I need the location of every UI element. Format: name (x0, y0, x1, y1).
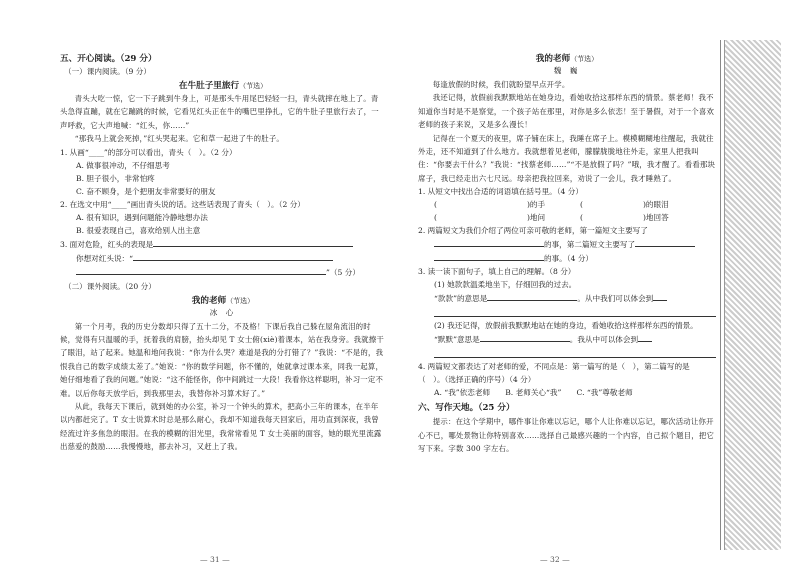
sentence-answer: “款款”的意思是 。从中我们可以体会到 (434, 291, 716, 305)
fill-row: ( )的手 ( )的眼泪 (434, 200, 669, 210)
passage-title: 我的老师（节选） (535, 54, 599, 64)
section-heading: 六、写作天地。（25 分） (418, 403, 515, 414)
part-heading: （一）课内阅读。（9 分） (64, 67, 151, 76)
question-3b: 你想对红头说：“ (76, 251, 386, 265)
passage-title: 在牛肚子里旅行（节选） (178, 81, 268, 91)
part-heading: （二）课外阅读。（20 分） (64, 281, 156, 291)
page-number: — 32 — (540, 555, 570, 564)
passage-paragraph: 从此，我每天下课后，就到她的办公室，补习一个钟头的算术，把高小三年的课本，在半年以内都赶完了。T 女士说算术时总是那么耐心，我却不知道我每天回家后，用功直到深夜，我曾经流过许多焦急的眼泪。在我的模糊的泪光里，我常常看见 T 女士美丽的面容，她的眼光里流露出慈爱的鼓励……我慢慢地，都去补习，又赶上了我。 (60, 402, 382, 452)
answer-line[interactable] (487, 291, 577, 301)
answer-line[interactable] (76, 265, 326, 275)
page-binding-line (720, 40, 721, 550)
answer-line[interactable] (653, 291, 667, 301)
passage-paragraph: “那我马上就会死掉，”红头哭起来。它和草一起进了牛的肚子。 (74, 134, 285, 144)
sentence: (1) 她款款温柔地坐下，仔细回我的过去。 (434, 280, 577, 290)
option: C. 奋不顾身，是个把朋友非常要好的朋友 (76, 186, 216, 196)
section-heading: 五、开心阅读。（29 分） (60, 54, 157, 64)
binding-strip (724, 40, 781, 550)
question-1: 1. 从短文中找出合适的词语填在括号里。（4 分） (418, 187, 583, 197)
writing-prompt: 提示：在这个学期中，哪件事让你难以忘记，哪个人让你难以忘记，哪次活动让你开心不已，哪处景物让你特别喜欢……选择自己最感兴趣的一个内容，自己拟个题目，把它写下来。字数 300 字左右。 (418, 417, 715, 454)
fill-row: ( )地问 ( )地回答 (434, 213, 669, 223)
answer-line[interactable] (434, 251, 544, 261)
question-2: 2. 两篇短文为我们介绍了两位可亲可敬的老师，第一篇短文主要写了 (418, 226, 648, 236)
answer-line[interactable] (434, 346, 716, 358)
sentence: (2) 我还记得，放假前我默默地站在她的身边，看她收拾这样那样东西的情景。 (434, 321, 698, 331)
answer-line[interactable] (133, 251, 333, 261)
question-3: 3. 面对危险，红头的表现是 (60, 237, 386, 251)
passage-author: 魏 巍 (553, 66, 581, 75)
option: A. “我”依恋老师 B. 老师关心“我” C. “我”尊敬老师 (434, 388, 633, 398)
option: A. 做事很冲动，不仔细思考 (76, 160, 170, 170)
question-3c: ”（5 分） (76, 265, 386, 279)
passage-paragraph: 我还记得，放假前我默默地站在她身边，看她收拾这那样东西的情景。蔡老师！我不知道你当时是不是察觉，一个孩子站在那里，对你是多么依恋！至于暑假，对于一个喜欢老师的孩子来说，又是多么漫长！ (418, 93, 715, 130)
option: B. 胆子很小，非常怕疼 (76, 173, 155, 183)
question-2-line: 的事。（4 分） (434, 251, 716, 265)
right-page (400, 0, 720, 574)
answer-line[interactable] (434, 237, 544, 247)
passage-paragraph: 第一个月考，我的历史分数却只得了五十二分，不及格！下课后我自己躲在屋角流泪的时候，觉得有只温暖的手，抚着我的肩膀，抬头却见 T 女士俯(xiè)着课本，站在我身旁。我就擦干了眼泪，站了起来。她温和地问我说：“你为什么哭？难道是我的分打错了？”我说：“不是的，我恨我自己的数字成绩太差了。”她说：“你的数学问题，你不懂的，她就拿过课本来，同我一起算，她仔细地看了我的问题。”她说：“这不能怪你，你中间跳过一大段！我看你这样聪明，补习一定不难。以后你每天放学后，到我那里去，我替你补习算术好了。” (60, 321, 384, 398)
answer-line[interactable] (434, 305, 716, 317)
page-number: — 31 — (200, 555, 230, 564)
passage-paragraph: 青头大吃一惊，它一下子跳到牛身上，可是那头牛用尾巴轻轻一扫，青头就摔在地上了。青头急得直蹦，就在它蹦跳的时候，它看见红头正在牛的嘴巴里挣扎，它的牛肚子里旅行去了，一声呼救，它大声地喊：“红头，你……” (60, 94, 379, 130)
answer-line[interactable] (480, 332, 570, 342)
answer-line[interactable] (153, 237, 353, 247)
passage-paragraph: 记得在一个夏天的夜里，席子铺在床上，我睡在席子上。模模糊糊地往醒起，我就往外走，还不知道到了什么地方。我就想着见老师，朦朦胧胧地往外走，家里人把我叫住：“你要去干什么？”我说：“找蔡老师……”“不是放假了吗？”哦，我才醒了。看看那块席子，我已经走出六七尺远。母亲把我拉回来，劝说了一会儿，我才睡熟了。 (418, 133, 716, 183)
option: A. 很有知识，遇到问题能冷静地想办法 (76, 212, 208, 222)
passage-paragraph: 每逢放假的时候，我们就盼望早点开学。 (432, 80, 570, 89)
answer-line[interactable] (638, 332, 652, 342)
passage-author: 冰 心 (209, 307, 237, 317)
question-4: 4. 两篇短文都表达了对老师的爱，不同点是：第一篇写的是（ ），第二篇写的是（ ）。（选择正确的序号）（4 分） (418, 362, 690, 385)
question-2-line: 的事，第二篇短文主要写了 (434, 237, 716, 251)
question-3: 3. 读一读下面句子，填上自己的理解。（8 分） (418, 267, 576, 277)
answer-line[interactable] (635, 237, 695, 247)
option: B. 很爱表现自己，喜欢给别人出主意 (76, 225, 201, 235)
question-1: 1. 从画“____”的部分可以看出，青头（ ）。（2 分） (60, 147, 237, 157)
question-2: 2. 在选文中用“____”画出青头说的话。这些话表现了青头（ ）。（2 分） (60, 199, 305, 209)
sentence-answer: “默默”意思是 。我从中可以体会到 (434, 332, 716, 346)
passage-title: 我的老师（节选） (191, 295, 255, 306)
